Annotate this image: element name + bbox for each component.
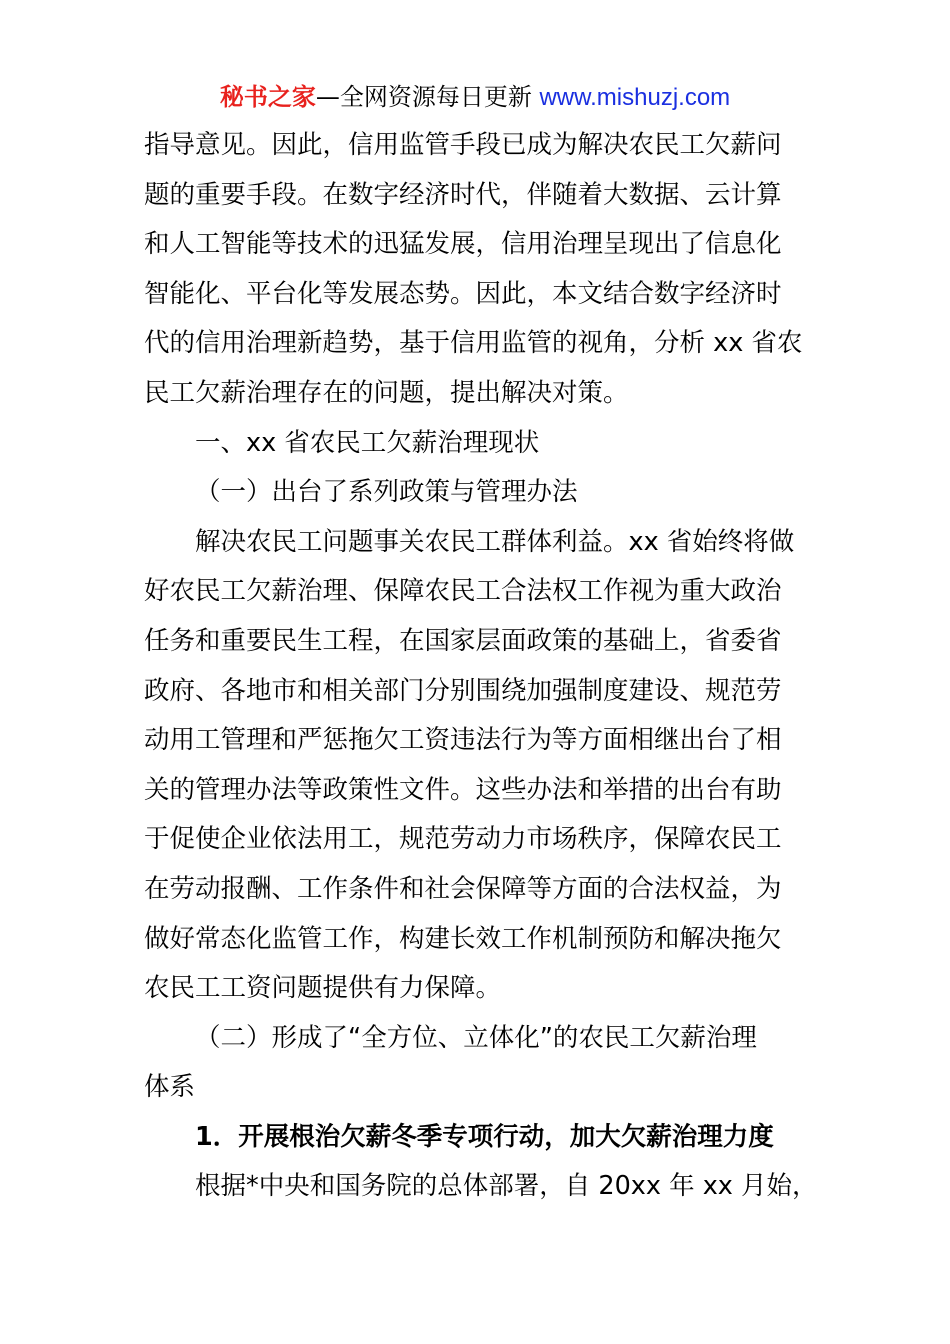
document-body (144, 121, 818, 1212)
subsection-heading: （二）形成了“全方位、立体化”的农民工欠薪治理 (195, 1022, 757, 1053)
text-line: 任务和重要民生工程，在国家层面政策的基础上，省委省 (144, 625, 782, 656)
text-line: 在劳动报酬、工作条件和社会保障等方面的合法权益，为 (144, 873, 782, 904)
paragraph-line: 解决农民工问题事关农民工群体利益。xx 省始终将做 (195, 526, 795, 557)
site-header (0, 80, 950, 114)
subsection-heading: （一）出台了系列政策与管理办法 (195, 477, 578, 508)
text-line: 好农民工欠薪治理、保障农民工合法权工作视为重大政治 (144, 576, 782, 607)
text-line: 民工欠薪治理存在的问题，提出解决对策。 (144, 377, 629, 408)
text-line: 题的重要手段。在数字经济时代，伴随着大数据、云计算 (144, 179, 782, 210)
text-line: 指导意见。因此，信用监管手段已成为解决农民工欠薪问 (144, 130, 782, 160)
header-tagline: —全网资源每日更新 (315, 83, 540, 111)
paragraph-line: 根据*中央和国务院的总体部署，自 20xx 年 xx 月始， (195, 1171, 818, 1202)
subsection-heading-continuation: 体系 (144, 1072, 196, 1103)
site-url-link[interactable]: www.mishuzj.com (539, 84, 731, 111)
text-line: 政府、各地市和相关部门分别围绕加强制度建设、规范劳 (144, 675, 782, 706)
bold-item-heading: 1．开展根治欠薪冬季专项行动，加大欠薪治理力度 (195, 1121, 774, 1152)
text-line: 做好常态化监管工作，构建长效工作机制预防和解决拖欠 (144, 923, 782, 954)
text-line: 智能化、平台化等发展态势。因此，本文结合数字经济时 (144, 278, 782, 309)
brand-name: 秘书之家 (219, 83, 316, 111)
text-line: 关的管理办法等政策性文件。这些办法和举措的出台有助 (144, 774, 782, 805)
text-line: 和人工智能等技术的迅猛发展，信用治理呈现出了信息化 (144, 229, 782, 260)
section-heading: 一、xx 省农民工欠薪治理现状 (195, 427, 540, 458)
text-line: 于促使企业依法用工，规范劳动力市场秩序，保障农民工 (144, 824, 782, 855)
text-line: 代的信用治理新趋势，基于信用监管的视角，分析 xx 省农 (144, 328, 803, 359)
text-line: 动用工管理和严惩拖欠工资违法行为等方面相继出台了相 (144, 725, 782, 756)
text-line: 农民工工资问题提供有力保障。 (144, 973, 502, 1004)
